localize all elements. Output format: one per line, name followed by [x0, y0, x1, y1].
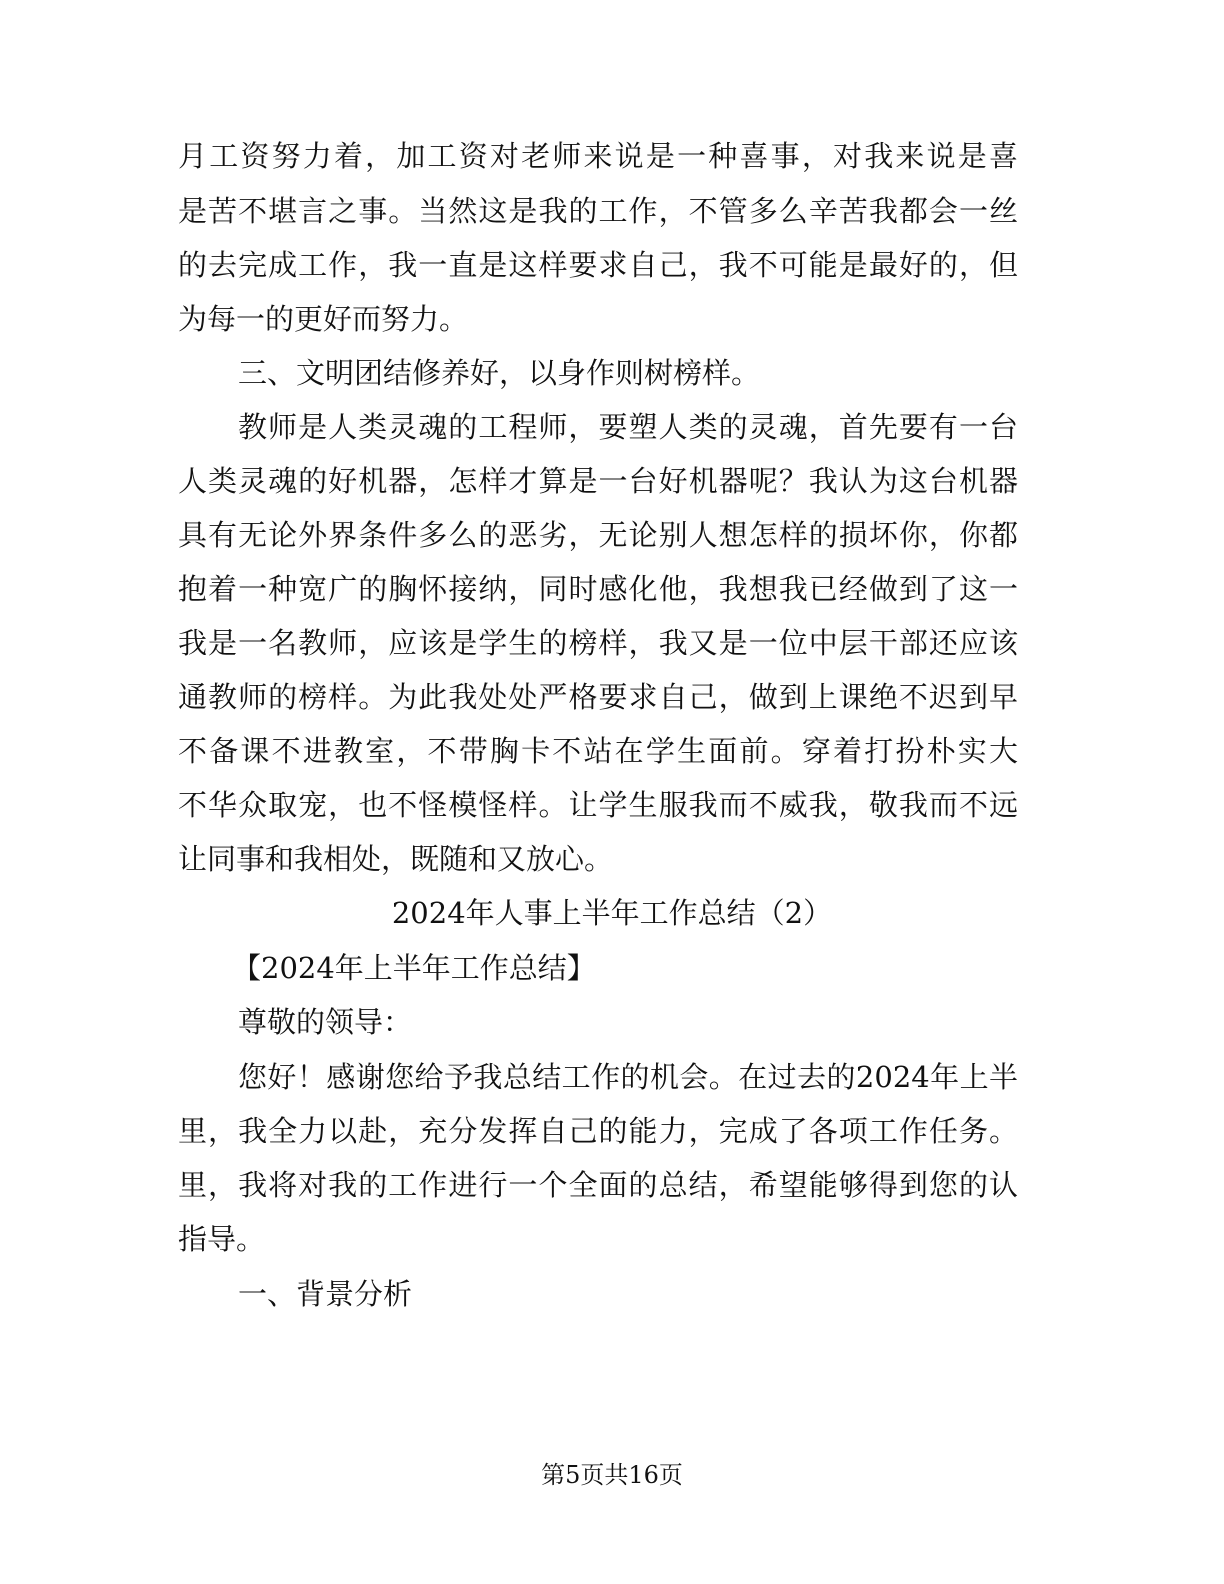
paragraph-line: 教师是人类灵魂的工程师，要塑人类的灵魂，首先要有一台	[238, 410, 1018, 444]
salutation: 尊敬的领导：	[238, 1005, 413, 1039]
section-heading: 三、文明团结修养好，以身作则树榜样。	[238, 356, 761, 390]
paragraph-line: 具有无论外界条件多么的恶劣，无论别人想怎样的损坏你，你都	[178, 518, 1018, 552]
paragraph-line: 抱着一种宽广的胸怀接纳，同时感化他，我想我已经做到了这一	[178, 572, 1018, 606]
paragraph-line: 里，我全力以赴，充分发挥自己的能力，完成了各项工作任务。	[178, 1114, 1018, 1148]
section-title: 2024年人事上半年工作总结（2）	[391, 896, 833, 930]
paragraph-line: 月工资努力着，加工资对老师来说是一种喜事，对我来说是喜	[178, 139, 1018, 173]
paragraph-line: 不备课不进教室，不带胸卡不站在学生面前。穿着打扮朴实大	[178, 734, 1018, 768]
paragraph-line: 我是一名教师，应该是学生的榜样，我又是一位中层干部还应该	[178, 626, 1018, 660]
paragraph-line: 里，我将对我的工作进行一个全面的总结，希望能够得到您的认	[178, 1168, 1018, 1202]
paragraph-line: 您好！感谢您给予我总结工作的机会。在过去的2024年上半	[238, 1060, 1018, 1094]
paragraph-line: 为每一的更好而努力。	[178, 302, 469, 336]
page-number: 第5页共16页	[541, 1461, 683, 1489]
paragraph-line: 的去完成工作，我一直是这样要求自己，我不可能是最好的，但	[178, 248, 1018, 282]
paragraph-line: 是苦不堪言之事。当然这是我的工作，不管多么辛苦我都会一丝	[178, 194, 1018, 228]
paragraph-line: 通教师的榜样。为此我处处严格要求自己，做到上课绝不迟到早	[178, 680, 1018, 714]
paragraph-line: 人类灵魂的好机器，怎样才算是一台好机器呢？我认为这台机器	[178, 464, 1018, 498]
section-heading: 一、背景分析	[238, 1277, 413, 1311]
paragraph-line: 让同事和我相处，既随和又放心。	[178, 842, 614, 876]
subtitle: 【2024年上半年工作总结】	[232, 951, 596, 985]
paragraph-line: 不华众取宠，也不怪模怪样。让学生服我而不威我，敬我而不远	[178, 788, 1018, 822]
paragraph-line: 指导。	[178, 1222, 266, 1256]
